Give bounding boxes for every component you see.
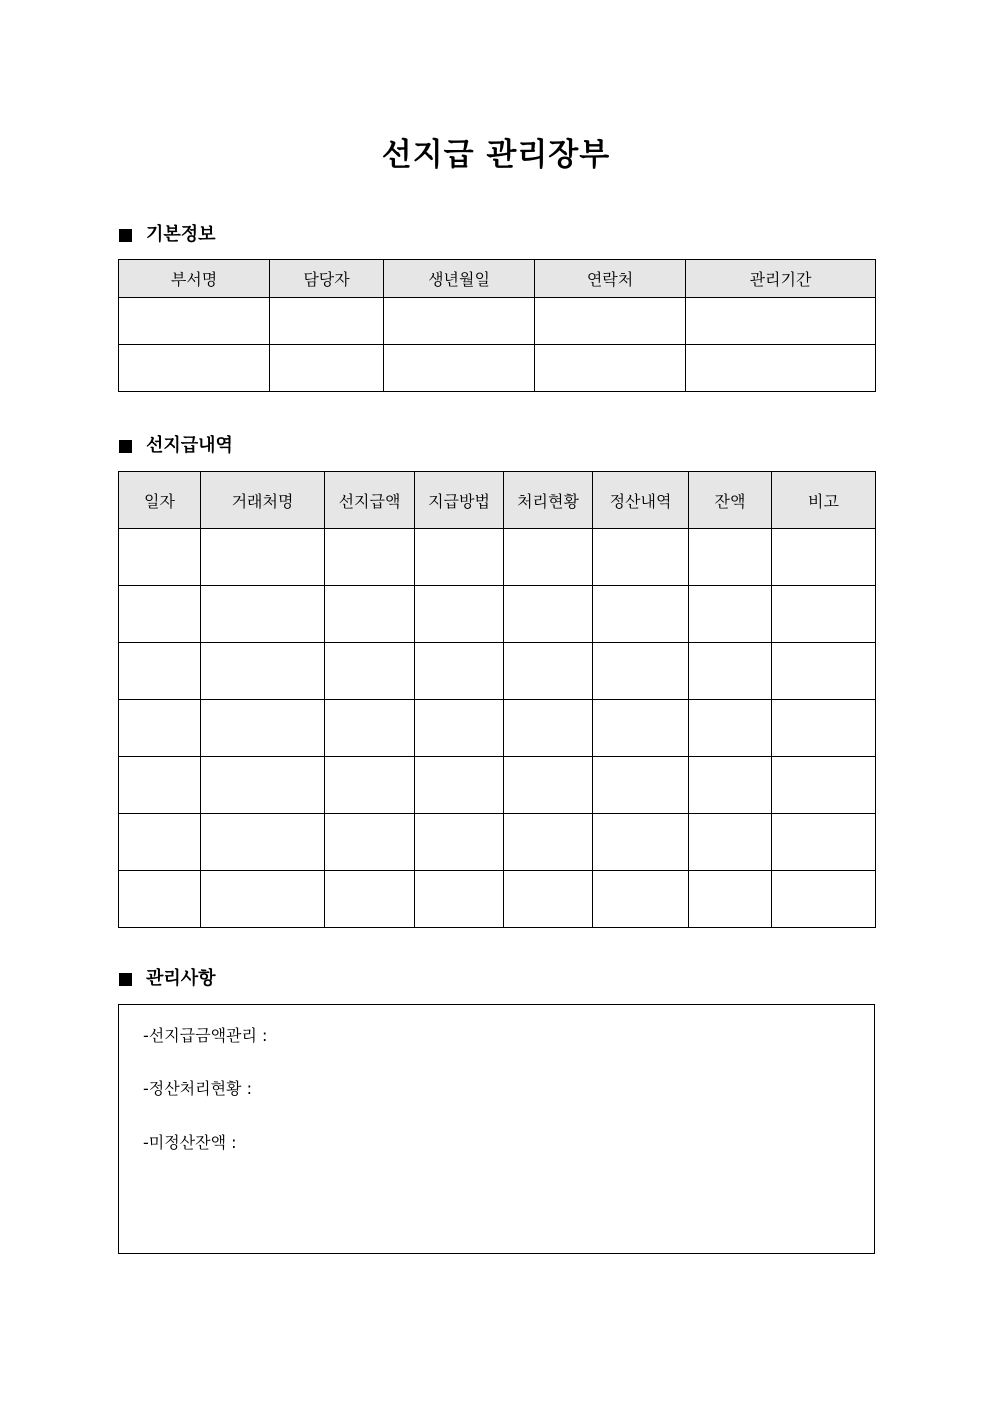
table-cell[interactable]	[535, 298, 686, 345]
table-cell[interactable]	[119, 757, 201, 814]
table-cell[interactable]	[593, 700, 689, 757]
table-cell[interactable]	[689, 757, 772, 814]
table-cell[interactable]	[772, 700, 876, 757]
table-cell[interactable]	[593, 586, 689, 643]
table-row	[119, 757, 876, 814]
table-cell[interactable]	[119, 529, 201, 586]
table-cell[interactable]	[119, 298, 270, 345]
table-cell[interactable]	[504, 586, 593, 643]
table-row	[119, 345, 876, 392]
table-cell[interactable]	[504, 871, 593, 928]
column-header-manager: 담당자	[270, 260, 384, 298]
table-cell[interactable]	[504, 700, 593, 757]
square-bullet-icon	[119, 229, 132, 242]
table-cell[interactable]	[593, 757, 689, 814]
table-cell[interactable]	[325, 871, 415, 928]
table-cell[interactable]	[415, 643, 504, 700]
column-header-period: 관리기간	[686, 260, 876, 298]
table-cell[interactable]	[593, 529, 689, 586]
column-header-settlement: 정산내역	[593, 472, 689, 529]
section-heading-label: 관리사항	[146, 968, 216, 989]
table-header-row	[119, 472, 876, 529]
table-cell[interactable]	[201, 814, 325, 871]
note-settlement-status: -정산처리현황 :	[143, 1079, 252, 1098]
table-cell[interactable]	[772, 529, 876, 586]
table-cell[interactable]	[689, 814, 772, 871]
table-cell[interactable]	[689, 529, 772, 586]
table-cell[interactable]	[504, 757, 593, 814]
section-heading-label: 선지급내역	[146, 435, 233, 456]
table-cell[interactable]	[772, 643, 876, 700]
table-row	[119, 700, 876, 757]
column-header-client: 거래처명	[201, 472, 325, 529]
square-bullet-icon	[119, 440, 132, 453]
table-cell[interactable]	[593, 643, 689, 700]
table-cell[interactable]	[325, 700, 415, 757]
table-row	[119, 871, 876, 928]
note-unsettled-balance: -미정산잔액 :	[143, 1133, 237, 1152]
table-cell[interactable]	[325, 814, 415, 871]
table-cell[interactable]	[325, 586, 415, 643]
column-header-date: 일자	[119, 472, 201, 529]
table-cell[interactable]	[201, 757, 325, 814]
table-row	[119, 586, 876, 643]
column-header-remarks: 비고	[772, 472, 876, 529]
table-cell[interactable]	[119, 871, 201, 928]
square-bullet-icon	[119, 973, 132, 986]
table-cell[interactable]	[415, 814, 504, 871]
table-cell[interactable]	[270, 345, 384, 392]
table-cell[interactable]	[325, 529, 415, 586]
prepayment-table	[118, 471, 876, 928]
basic-info-table	[118, 259, 876, 392]
column-header-prepaid-amount: 선지급액	[325, 472, 415, 529]
section-heading-prepayment	[119, 434, 233, 458]
table-cell[interactable]	[415, 757, 504, 814]
column-header-payment-method: 지급방법	[415, 472, 504, 529]
table-cell[interactable]	[772, 871, 876, 928]
table-cell[interactable]	[384, 298, 535, 345]
column-header-department: 부서명	[119, 260, 270, 298]
note-prepaid-amount-management: -선지급금액관리 :	[143, 1026, 268, 1045]
table-cell[interactable]	[325, 757, 415, 814]
table-cell[interactable]	[415, 871, 504, 928]
table-cell[interactable]	[772, 757, 876, 814]
document-title: 선지급 관리장부	[381, 137, 611, 173]
table-cell[interactable]	[504, 814, 593, 871]
table-cell[interactable]	[384, 345, 535, 392]
table-cell[interactable]	[119, 643, 201, 700]
section-heading-basic-info	[119, 223, 216, 247]
section-heading-label: 기본정보	[146, 224, 216, 245]
table-cell[interactable]	[686, 345, 876, 392]
table-cell[interactable]	[689, 643, 772, 700]
table-cell[interactable]	[119, 700, 201, 757]
table-header-row	[119, 260, 876, 298]
table-cell[interactable]	[119, 345, 270, 392]
table-cell[interactable]	[201, 643, 325, 700]
column-header-contact: 연락처	[535, 260, 686, 298]
table-cell[interactable]	[415, 586, 504, 643]
table-cell[interactable]	[689, 586, 772, 643]
table-cell[interactable]	[201, 871, 325, 928]
table-row	[119, 529, 876, 586]
column-header-balance: 잔액	[689, 472, 772, 529]
table-row	[119, 298, 876, 345]
table-cell[interactable]	[772, 586, 876, 643]
table-cell[interactable]	[119, 814, 201, 871]
column-header-birthdate: 생년월일	[384, 260, 535, 298]
table-cell[interactable]	[270, 298, 384, 345]
table-cell[interactable]	[689, 871, 772, 928]
table-cell[interactable]	[415, 529, 504, 586]
table-cell[interactable]	[415, 700, 504, 757]
table-row	[119, 814, 876, 871]
table-cell[interactable]	[593, 871, 689, 928]
column-header-processing-status: 처리현황	[504, 472, 593, 529]
table-cell[interactable]	[504, 529, 593, 586]
management-notes-box[interactable]	[118, 1004, 875, 1254]
table-cell[interactable]	[325, 643, 415, 700]
table-cell[interactable]	[772, 814, 876, 871]
table-cell[interactable]	[201, 586, 325, 643]
section-heading-management	[119, 967, 216, 991]
table-row	[119, 643, 876, 700]
table-cell[interactable]	[504, 643, 593, 700]
table-cell[interactable]	[535, 345, 686, 392]
table-cell[interactable]	[201, 700, 325, 757]
table-cell[interactable]	[119, 586, 201, 643]
table-cell[interactable]	[593, 814, 689, 871]
table-cell[interactable]	[689, 700, 772, 757]
table-cell[interactable]	[201, 529, 325, 586]
table-cell[interactable]	[686, 298, 876, 345]
